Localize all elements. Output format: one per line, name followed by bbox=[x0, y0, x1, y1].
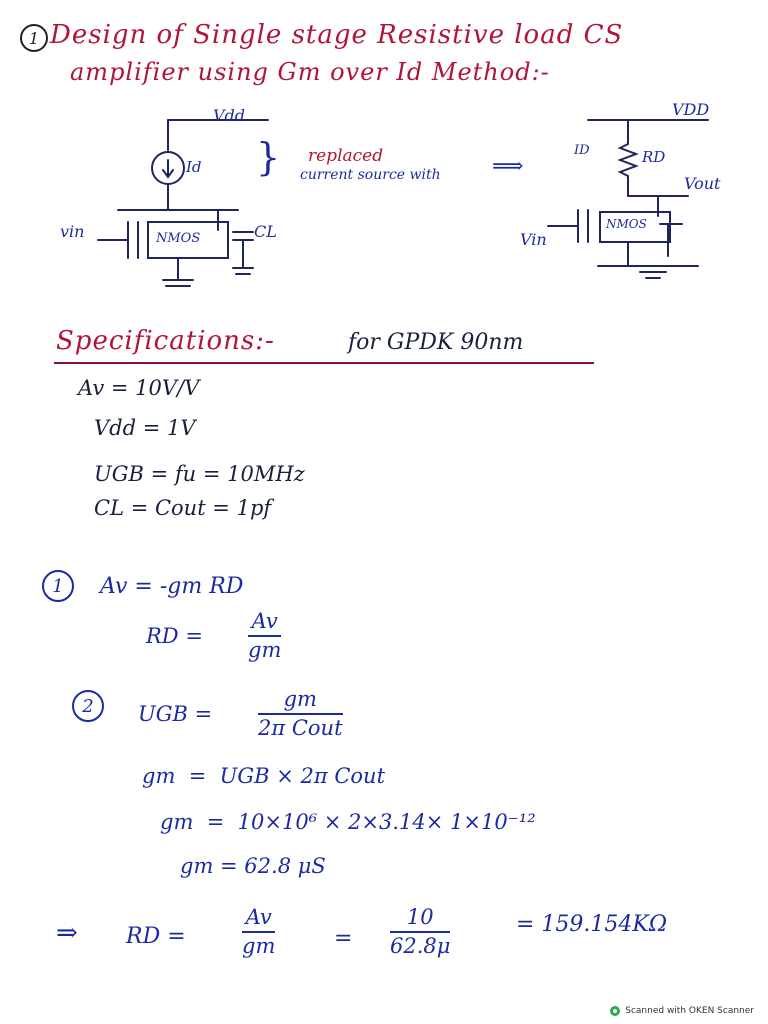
step1-num: Av bbox=[251, 609, 278, 633]
right-vin-label: Vin bbox=[520, 230, 547, 249]
result-rd-lhs: RD = bbox=[126, 924, 186, 949]
step2-gm-substitution: gm = 10×10⁶ × 2×3.14× 1×10⁻¹² bbox=[160, 810, 536, 834]
step2-num: gm bbox=[283, 687, 317, 711]
specs-heading: Specifications:- bbox=[56, 326, 275, 356]
step2-gm-formula: gm = UGB × 2π Cout bbox=[142, 764, 386, 788]
fraction-bar bbox=[248, 635, 281, 637]
result-den1: gm bbox=[242, 934, 276, 959]
left-circuit-diagram bbox=[38, 100, 298, 300]
step1-rd-lhs: RD = bbox=[146, 624, 203, 648]
right-id-label: ID bbox=[574, 143, 590, 158]
left-id-label: Id bbox=[186, 158, 202, 176]
scanner-text: Scanned with OKEN Scanner bbox=[625, 1006, 754, 1016]
scanner-logo-icon bbox=[610, 1006, 620, 1016]
step1-number: 1 bbox=[42, 570, 74, 602]
title-number: 1 bbox=[20, 24, 48, 52]
title-line2: amplifier using Gm over Id Method:- bbox=[70, 58, 550, 86]
result-fraction-1 bbox=[242, 906, 275, 958]
specs-underline bbox=[54, 362, 594, 364]
step1-den: gm bbox=[248, 638, 282, 663]
step2-gm-value: gm = 62.8 μS bbox=[180, 854, 326, 878]
result-value: = 159.154KΩ bbox=[516, 912, 668, 937]
right-nmos-label: NMOS bbox=[606, 217, 647, 231]
fraction-bar bbox=[390, 931, 450, 933]
result-arrow: ⇒ bbox=[56, 918, 78, 948]
replace-arrow: ⟹ bbox=[492, 154, 524, 179]
right-circuit-diagram bbox=[528, 106, 728, 296]
right-vdd-label: VDD bbox=[672, 100, 710, 119]
result-num1: Av bbox=[245, 905, 272, 929]
notebook-page bbox=[8, 10, 760, 1014]
left-cl-label: CL bbox=[254, 222, 277, 241]
left-nmos-label: NMOS bbox=[156, 231, 201, 246]
step2-number: 2 bbox=[72, 690, 104, 722]
result-den2: 62.8μ bbox=[390, 934, 451, 959]
result-num2: 10 bbox=[406, 905, 434, 929]
left-vin-label: vin bbox=[60, 222, 85, 241]
result-fraction-2 bbox=[390, 906, 450, 958]
title-line1: Design of Single stage Resistive load CS bbox=[50, 20, 624, 50]
step1-fraction bbox=[248, 610, 281, 662]
step1-equation: Av = -gm RD bbox=[100, 574, 244, 599]
step2-fraction bbox=[258, 688, 343, 740]
note-line2: current source with bbox=[300, 167, 441, 183]
spec-av: Av = 10V/V bbox=[78, 376, 200, 400]
note-line1: replaced bbox=[308, 146, 384, 166]
fraction-bar bbox=[242, 931, 275, 933]
left-vdd-label: Vdd bbox=[213, 106, 246, 125]
scanner-watermark bbox=[610, 1006, 754, 1016]
spec-vdd: Vdd = 1V bbox=[94, 416, 196, 440]
spec-cl: CL = Cout = 1pf bbox=[94, 496, 272, 520]
right-rd-label: RD bbox=[642, 148, 666, 166]
step2-den: 2π Cout bbox=[258, 716, 343, 741]
step2-ugb-lhs: UGB = bbox=[138, 702, 213, 726]
right-vout-label: Vout bbox=[684, 174, 721, 193]
specs-technology: for GPDK 90nm bbox=[348, 330, 524, 355]
fraction-bar bbox=[258, 713, 343, 715]
spec-ugb: UGB = fu = 10MHz bbox=[94, 462, 305, 486]
result-equals: = bbox=[334, 926, 353, 951]
brace-symbol: } bbox=[256, 135, 281, 179]
